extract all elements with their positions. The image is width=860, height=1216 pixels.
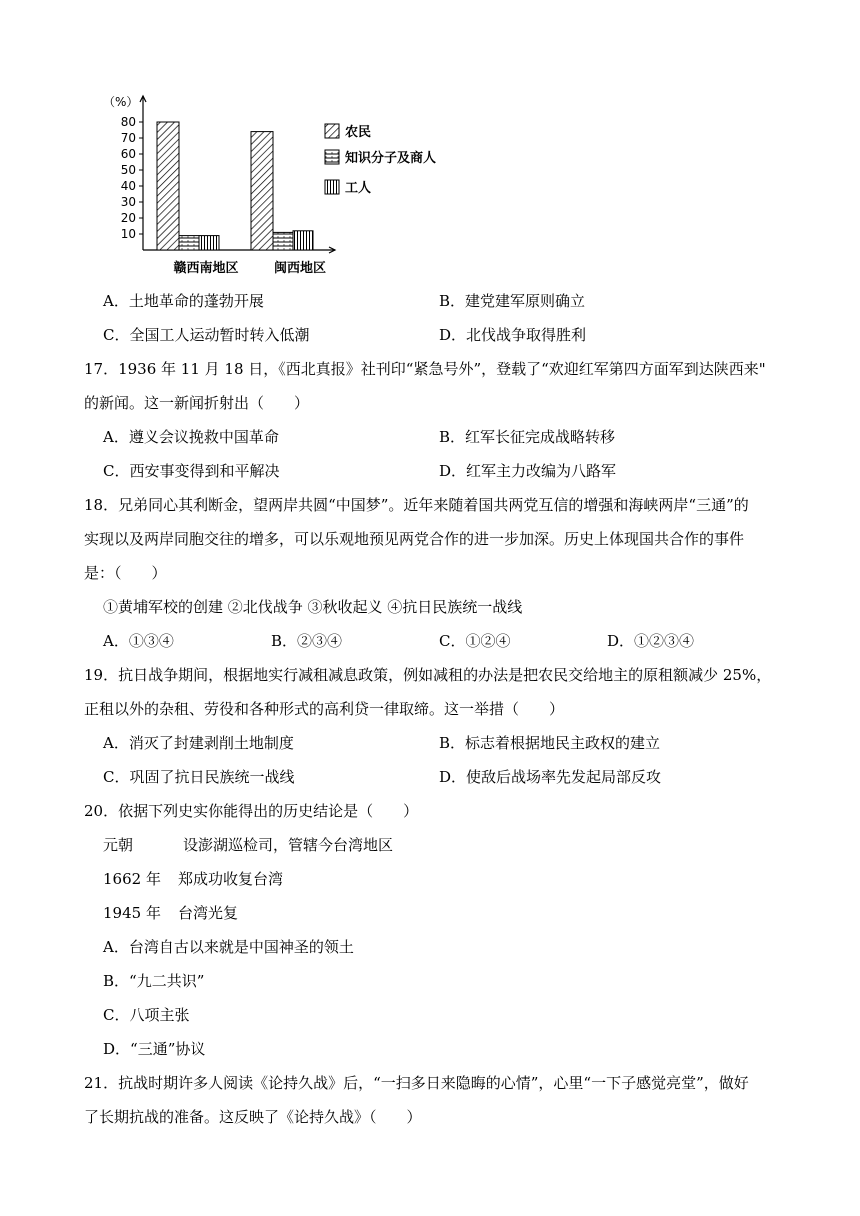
q21-stem-line-2: 了长期抗战的准备。这反映了《论持久战》（ ）	[84, 1108, 422, 1126]
q18-stem-line-2: 实现以及两岸同胞交往的增多，可以乐观地预见两党合作的进一步加深。历史上体现国共合作的事件	[84, 530, 745, 548]
q18-option-d[interactable]: D．①②③④	[607, 632, 695, 650]
q17-option-d[interactable]: D．红军主力改编为八路军	[439, 462, 617, 480]
q20-fact-time: 1945 年	[103, 904, 161, 922]
q20-fact-event: 郑成功收复台湾	[178, 870, 284, 888]
q17-stem-line-1: 17．1936 年 11 月 18 日，《西北真报》社刊印“紧急号外”，登载了“欢迎红军第四方面军到达陕西来"	[84, 360, 766, 378]
q17-option-c[interactable]: C．西安事变得到和平解决	[103, 462, 280, 480]
q20-option-a[interactable]: A．台湾自古以来就是中国神圣的领土	[103, 938, 354, 956]
y-tick-label: 10	[120, 227, 136, 241]
q18-items: ①黄埔军校的创建 ②北伐战争 ③秋收起义 ④抗日民族统一战线	[103, 598, 523, 616]
q18-option-c[interactable]: C．①②④	[439, 632, 511, 650]
bar	[251, 132, 273, 250]
legend-label: 农民	[345, 125, 372, 140]
q19-stem-line-1: 19．抗日战争期间，根据地实行减租减息政策，例如减租的办法是把农民交给地主的原租额减少 25%，	[84, 666, 772, 684]
q18-option-b[interactable]: B．②③④	[271, 632, 343, 650]
q19-option-b[interactable]: B．标志着根据地民主政权的建立	[439, 734, 661, 752]
legend-swatch	[325, 150, 339, 164]
q20-fact-time: 元朝	[103, 836, 134, 854]
q18-stem-line-3: 是：（ ）	[84, 564, 167, 582]
q17-option-b[interactable]: B．红军长征完成战略转移	[439, 428, 616, 446]
legend-label: 工人	[345, 181, 372, 196]
q17-stem-line-2: 的新闻。这一新闻折射出（ ）	[84, 394, 310, 412]
y-tick-label: 40	[120, 179, 136, 193]
q16-option-b[interactable]: B．建党建军原则确立	[439, 292, 586, 310]
y-tick-label: 20	[120, 211, 136, 225]
q19-option-c[interactable]: C．巩固了抗日民族统一战线	[103, 768, 295, 786]
x-tick-label: 赣西南地区	[173, 261, 239, 276]
legend-swatch	[325, 180, 339, 194]
q18-option-a[interactable]: A．①③④	[103, 632, 174, 650]
bar	[293, 231, 313, 250]
q16-option-c[interactable]: C．全国工人运动暂时转入低潮	[103, 326, 310, 344]
q20-option-d[interactable]: D．“三通”协议	[103, 1040, 206, 1058]
legend-swatch	[325, 124, 339, 138]
y-tick-label: 70	[120, 131, 136, 145]
q20-stem: 20．依据下列史实你能得出的历史结论是（ ）	[84, 802, 419, 820]
q20-option-b[interactable]: B．“九二共识”	[103, 972, 205, 990]
bar	[199, 236, 219, 250]
q18-stem-line-1: 18．兄弟同心其利断金，望两岸共圆“中国梦”。近年来随着国共两党互信的增强和海峡两岸“三通”的	[84, 496, 749, 514]
q19-stem-line-2: 正租以外的杂租、劳役和各种形式的高利贷一律取缔。这一举措（ ）	[84, 700, 565, 718]
bar	[157, 122, 179, 250]
unit-label: （%）	[103, 95, 139, 109]
y-tick-label: 30	[120, 195, 136, 209]
q20-fact-time: 1662 年	[103, 870, 161, 888]
legend-label: 知识分子及商人	[345, 151, 437, 166]
bar-chart	[95, 88, 465, 278]
q17-option-a[interactable]: A．遵义会议挽救中国革命	[103, 428, 279, 446]
bar	[179, 236, 199, 250]
q19-option-d[interactable]: D．使敌后战场率先发起局部反攻	[439, 768, 662, 786]
q19-option-a[interactable]: A．消灭了封建剥削土地制度	[103, 734, 294, 752]
q16-option-a[interactable]: A．土地革命的蓬勃开展	[103, 292, 264, 310]
y-tick-label: 50	[120, 163, 136, 177]
bar	[273, 232, 293, 250]
q21-stem-line-1: 21．抗战时期许多人阅读《论持久战》后，“一扫多日来隐晦的心情”，心里“一下子感觉亮堂”，做好	[84, 1074, 749, 1092]
q20-option-c[interactable]: C．八项主张	[103, 1006, 190, 1024]
y-tick-label: 80	[120, 115, 136, 129]
x-tick-label: 闽西地区	[273, 261, 327, 276]
q20-fact-event: 台湾光复	[178, 904, 239, 922]
y-tick-label: 60	[120, 147, 136, 161]
q16-option-d[interactable]: D．北伐战争取得胜利	[439, 326, 587, 344]
q20-fact-event: 设澎湖巡检司，管辖今台湾地区	[183, 836, 394, 854]
